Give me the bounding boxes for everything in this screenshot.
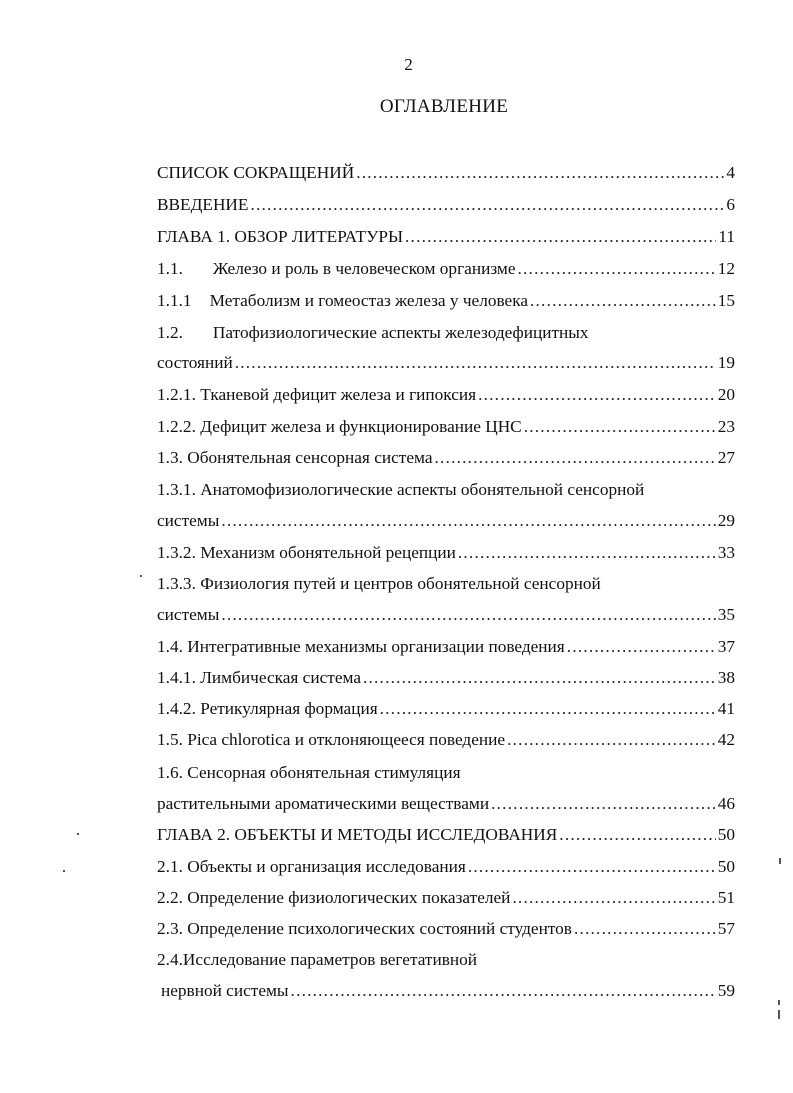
- toc-entry-page: 51: [717, 888, 735, 907]
- leader-dots: [458, 542, 716, 564]
- toc-entry-text: 1.4.2. Ретикулярная формация: [157, 699, 378, 718]
- toc-entry-page: 38: [717, 668, 735, 687]
- toc-entry: [157, 254, 735, 280]
- toc-entry-number: 1.1.: [157, 259, 183, 278]
- leader-dots: [405, 226, 716, 248]
- toc-entry: [157, 318, 735, 344]
- toc-entry-text: 1.3.2. Механизм обонятельной рецепции: [157, 543, 456, 562]
- leader-dots: [518, 258, 716, 280]
- toc-entry-page: 50: [717, 857, 735, 876]
- toc-entry-number: 1.2.: [157, 323, 183, 342]
- scan-artifact: [779, 858, 781, 864]
- toc-entry-text: системы: [157, 605, 220, 624]
- leader-dots: [574, 918, 716, 940]
- toc-entry-text: 2.2. Определение физиологических показателей: [157, 888, 511, 907]
- toc-entry: [157, 158, 735, 184]
- toc-entry: [157, 380, 735, 406]
- toc-entry: [157, 190, 735, 216]
- leader-dots: [512, 887, 715, 909]
- toc-entry: [157, 412, 735, 438]
- toc-entry-text: 1.3.1. Анатомофизиологические аспекты обонятельной сенсорной: [157, 480, 645, 499]
- toc-entry-title: Патофизиологические аспекты железодефицитных: [212, 323, 589, 342]
- scan-artifact: [140, 575, 142, 577]
- toc-entry-page: 29: [717, 511, 735, 530]
- toc-entry-text: [157, 258, 516, 280]
- toc-entry-page: 50: [717, 825, 735, 844]
- leader-dots: [356, 162, 724, 184]
- leader-dots: [380, 698, 716, 720]
- scan-artifact: [778, 1010, 780, 1019]
- leader-dots: [221, 510, 715, 532]
- toc-entry-page: 41: [717, 699, 735, 718]
- toc-entry: [157, 694, 735, 720]
- leader-dots: [235, 352, 716, 374]
- toc-entry-text: системы: [157, 511, 220, 530]
- toc-entry-text: 2.3. Определение психологических состояний студентов: [157, 919, 572, 938]
- toc-entry-page: 27: [717, 448, 735, 467]
- toc-entry-text: растительными ароматическими веществами: [157, 794, 490, 813]
- toc-entry-page: 33: [717, 543, 735, 562]
- toc-entry: [157, 914, 735, 940]
- leader-dots: [530, 290, 716, 312]
- leader-dots: [524, 416, 716, 438]
- toc-entry: [157, 789, 735, 815]
- toc-entry-page: 4: [726, 163, 735, 182]
- toc-entry-text: 1.6. Сенсорная обонятельная стимуляция: [157, 763, 461, 782]
- toc-entry-text: ГЛАВА 2. ОБЪЕКТЫ И МЕТОДЫ ИССЛЕДОВАНИЯ: [157, 825, 558, 844]
- leader-dots: [567, 636, 716, 658]
- toc-entry-page: 6: [726, 195, 735, 214]
- leader-dots: [491, 793, 716, 815]
- leader-dots: [435, 447, 716, 469]
- toc-entry-text: 1.2.2. Дефицит железа и функционирование ЦНС: [157, 417, 522, 436]
- toc-entry-text: 1.4. Интегративные механизмы организации поведения: [157, 637, 565, 656]
- toc-entry: [157, 820, 735, 846]
- toc-entry-text: 1.3. Обонятельная сенсорная система: [157, 448, 433, 467]
- leader-dots: [468, 856, 716, 878]
- toc-entry-text: [157, 322, 735, 344]
- toc-entry: [157, 222, 735, 248]
- toc-entry-text: ВВЕДЕНИЕ: [157, 195, 249, 214]
- toc-entry: [157, 758, 735, 784]
- toc-entry: [157, 725, 735, 751]
- toc-entry: [157, 538, 735, 564]
- toc-entry-title: Метаболизм и гомеостаз железа у человека: [209, 291, 529, 310]
- toc-entry-text: 1.4.1. Лимбическая система: [157, 668, 361, 687]
- toc-entry-page: 15: [717, 291, 735, 310]
- toc-entry: [157, 348, 735, 374]
- scan-artifact: [63, 870, 65, 872]
- toc-entry-page: 46: [717, 794, 735, 813]
- leader-dots: [291, 980, 716, 1002]
- leader-dots: [250, 194, 724, 216]
- toc-entry-text: 2.1. Объекты и организация исследования: [157, 857, 466, 876]
- toc-entry-page: 42: [717, 730, 735, 749]
- leader-dots: [363, 667, 716, 689]
- toc-entry-page: 11: [718, 227, 735, 246]
- toc-entry-page: 12: [717, 259, 735, 278]
- toc-entry-title: Железо и роль в человеческом организме: [212, 259, 516, 278]
- toc-entry-text: 2.4.Исследование параметров вегетативной: [157, 950, 478, 969]
- page-title: ОГЛАВЛЕНИЕ: [379, 96, 509, 117]
- page-number: 2: [404, 55, 413, 74]
- toc-entry-text: [157, 290, 528, 312]
- toc-entry-page: 37: [717, 637, 735, 656]
- toc-entry-page: 57: [717, 919, 735, 938]
- toc-entry-text: 1.2.1. Тканевой дефицит железа и гипоксия: [157, 385, 477, 404]
- toc-entry: [157, 443, 735, 469]
- toc-entry-text: 1.3.3. Физиология путей и центров обонятельной сенсорной: [157, 574, 601, 593]
- toc-entry-page: 20: [717, 385, 735, 404]
- toc-entry-page: 23: [717, 417, 735, 436]
- toc-entry: [157, 569, 735, 595]
- toc-entry: [157, 475, 735, 501]
- toc-entry: [157, 883, 735, 909]
- toc-entry: [157, 506, 735, 532]
- leader-dots: [559, 824, 715, 846]
- toc-entry: [157, 600, 735, 626]
- toc-entry: [157, 632, 735, 658]
- leader-dots: [478, 384, 716, 406]
- toc-entry: [157, 852, 735, 878]
- toc-entry-page: 59: [717, 981, 735, 1000]
- toc-entry-text: 1.5. Pica chlorotica и отклоняющееся поведение: [157, 730, 506, 749]
- scan-artifact: [77, 833, 79, 835]
- toc-entry: [157, 286, 735, 312]
- toc-entry-number: 1.1.1: [157, 291, 192, 310]
- leader-dots: [507, 729, 716, 751]
- toc-entry-text: состояний: [157, 353, 233, 372]
- toc-entry: [161, 976, 735, 1002]
- toc-entry: [157, 663, 735, 689]
- leader-dots: [221, 604, 715, 626]
- scan-artifact: [778, 1000, 780, 1005]
- toc-entry-text: СПИСОК СОКРАЩЕНИЙ: [157, 163, 355, 182]
- toc-entry-page: 35: [717, 605, 735, 624]
- toc-entry: [157, 945, 735, 971]
- toc-entry-text: нервной системы: [161, 981, 289, 1000]
- toc-entry-page: 19: [717, 353, 735, 372]
- toc-entry-text: ГЛАВА 1. ОБЗОР ЛИТЕРАТУРЫ: [157, 227, 404, 246]
